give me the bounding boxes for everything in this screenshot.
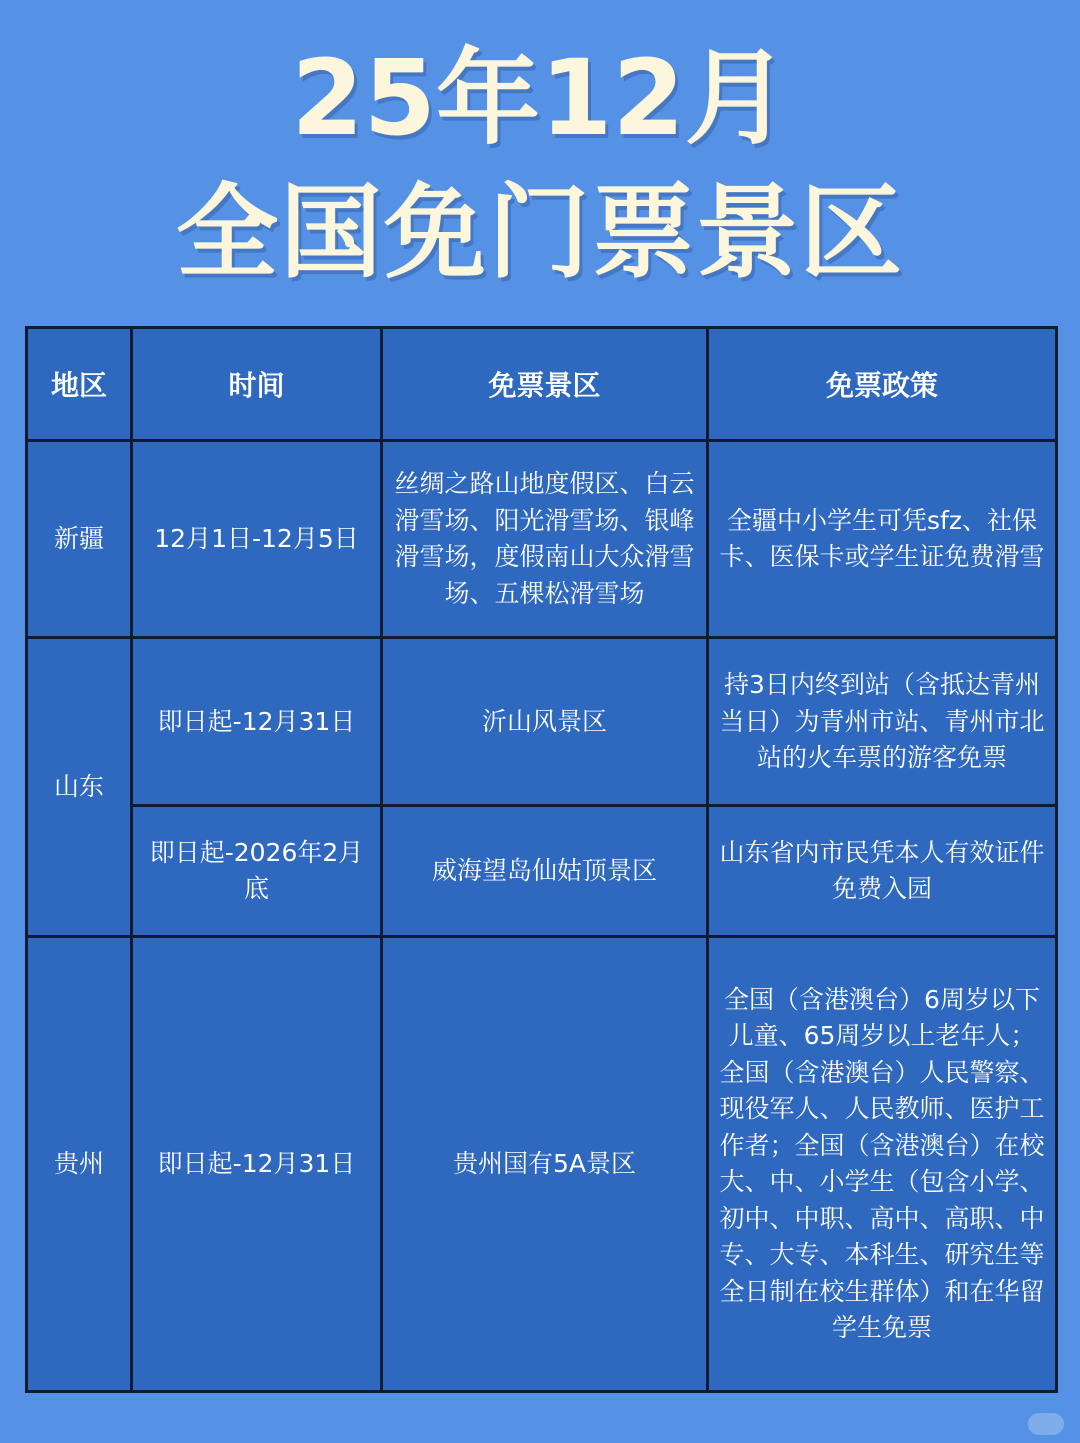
cell-spot: 贵州国有5A景区	[382, 937, 708, 1392]
header-policy: 免票政策	[708, 328, 1057, 441]
cell-time: 即日起-12月31日	[132, 638, 382, 806]
table-header-row	[27, 328, 1057, 441]
header-spot: 免票景区	[382, 328, 708, 441]
watermark-badge	[1028, 1413, 1064, 1435]
cell-spot: 威海望岛仙姑顶景区	[382, 806, 708, 937]
table-row	[27, 806, 1057, 937]
page-title-main: 全国免门票景区	[176, 174, 904, 293]
table-row	[27, 638, 1057, 806]
cell-time: 即日起-2026年2月底	[132, 806, 382, 937]
cell-policy: 全国（含港澳台）6周岁以下儿童、65周岁以上老年人；全国（含港澳台）人民警察、现役军人、人民教师、医护工作者；全国（含港澳台）在校大、中、小学生（包含小学、初中、中职、高中、高职、中专、大专、本科生、研究生等全日制在校生群体）和在华留学生免票	[708, 937, 1057, 1392]
cell-time: 即日起-12月31日	[132, 937, 382, 1392]
cell-time: 12月1日-12月5日	[132, 441, 382, 638]
cell-region: 贵州	[27, 937, 132, 1392]
cell-policy: 持3日内终到站（含抵达青州当日）为青州市站、青州市北站的火车票的游客免票	[708, 638, 1057, 806]
header-region: 地区	[27, 328, 132, 441]
table-row	[27, 937, 1057, 1392]
cell-policy: 全疆中小学生可凭sfz、社保卡、医保卡或学生证免费滑雪	[708, 441, 1057, 638]
free-admission-table	[25, 326, 1058, 1393]
cell-spot: 沂山风景区	[382, 638, 708, 806]
cell-spot: 丝绸之路山地度假区、白云滑雪场、阳光滑雪场、银峰滑雪场，度假南山大众滑雪场、五棵松滑雪场	[382, 441, 708, 638]
cell-policy: 山东省内市民凭本人有效证件免费入园	[708, 806, 1057, 937]
cell-region: 山东	[27, 638, 132, 937]
page-title-date: 25年12月	[291, 37, 789, 159]
table-row	[27, 441, 1057, 638]
cell-region: 新疆	[27, 441, 132, 638]
header-time: 时间	[132, 328, 382, 441]
